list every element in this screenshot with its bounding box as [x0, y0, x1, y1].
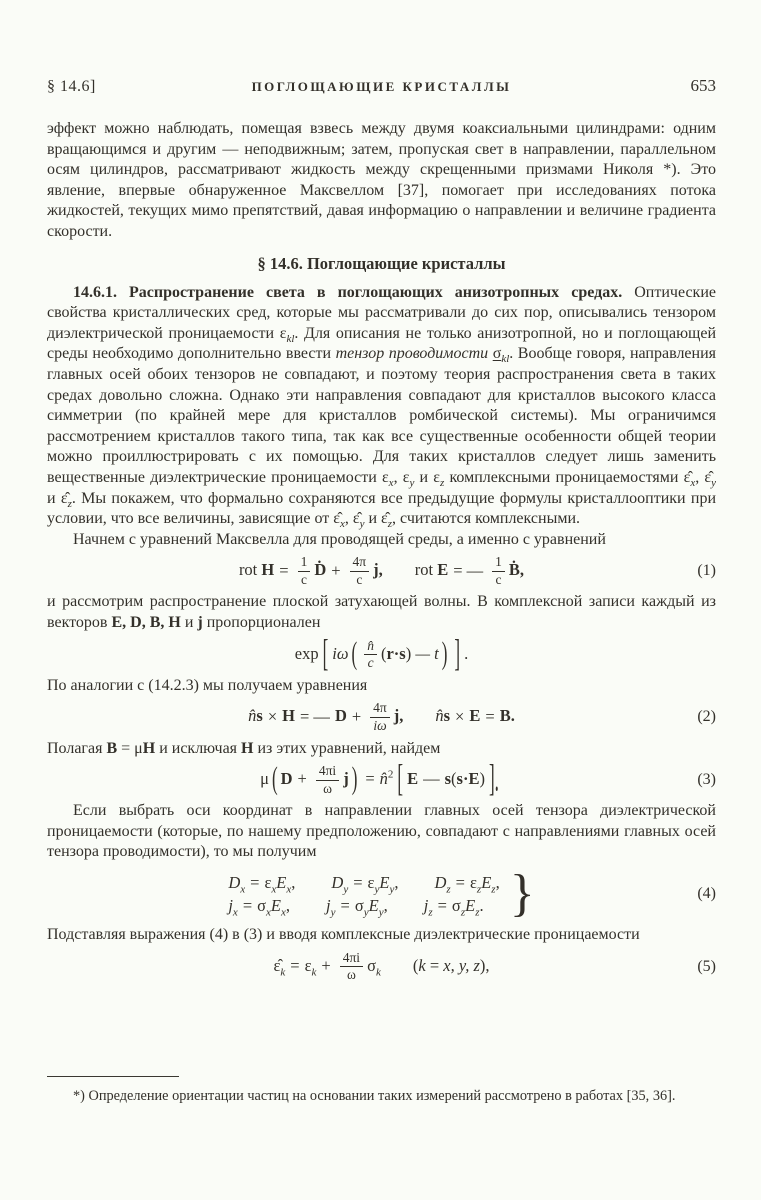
- paragraph-analogy: По аналогии с (14.2.3) мы получаем уравнения: [47, 676, 368, 694]
- paragraph-mu: Полагая B = μH и исключая H из этих уравнений, найдем: [47, 739, 441, 757]
- math-i-omega: iω: [332, 643, 349, 663]
- operator-cross: ×: [267, 706, 278, 726]
- condition: (k = x, y, z),: [412, 955, 490, 975]
- vector-H: H: [241, 739, 254, 757]
- math-eps-hat-x: $\varepsilon̂_x$: [333, 510, 345, 531]
- math-n-hat-squared: n̂$^2$: [379, 768, 394, 789]
- vector-s-dot-E: s·E: [456, 769, 480, 789]
- vector-list: E, D, B, H: [111, 614, 181, 632]
- operator-rot: rot: [238, 560, 262, 580]
- vector-E: E: [407, 769, 419, 789]
- math-eps-hat-x: $\varepsilon̂_x$: [683, 468, 696, 490]
- fraction: $\frac{4\pi}{c}$: [350, 555, 370, 587]
- vector-B: B.: [499, 706, 515, 726]
- math-eps-hat-z: $\varepsilon̂_z$: [60, 489, 72, 510]
- subsection-lead: 14.6.1. Распространение света в поглощающих анизотропных средах.: [73, 283, 623, 301]
- footnote: [47, 1070, 716, 1107]
- math-n-hat: n̂: [435, 706, 444, 726]
- vector-s: s: [443, 706, 451, 726]
- vector-D: D: [280, 769, 293, 789]
- math-mu: μ: [260, 769, 269, 789]
- equation-number: (4): [697, 885, 716, 903]
- paren: ): [479, 769, 485, 789]
- bracket: ]: [454, 631, 461, 675]
- eq4-cell: $j_x = \sigma_xE_x$,: [228, 895, 291, 918]
- paragraph-intro: [47, 119, 716, 243]
- footnote-text: *) Определение ориентации частиц на основании таких измерений рассмотрено в работах [35, 36].: [73, 1088, 676, 1104]
- math-eps-z: $\varepsilon_z$: [433, 468, 445, 490]
- paren: (: [271, 760, 278, 796]
- math-minus-t: — t: [411, 643, 439, 663]
- operator-cross: ×: [455, 706, 465, 726]
- math-eps-hat-z: $\varepsilon̂_z$: [381, 510, 393, 531]
- vector-j: j,: [393, 706, 404, 726]
- vector-r-dot-s: r·s: [386, 643, 406, 663]
- vector-H: H: [142, 739, 156, 757]
- paragraph-intro-text: эффект можно наблюдать, помещая взвесь между двумя коаксиальными цилиндрами: одним вращающимся и другим — неподвижным; затем, пропуская свет в направлении, параллельном осям цилиндров, рассматривают жидкость между скрещенными призмами Николя *). Это явление, впервые обнаруженное Максвеллом [37], помогает при исследованиях потока жидкостей, текущих мимо препятствий, давая информацию о направлении и величине градиента скорости.: [47, 120, 716, 240]
- eq4-cell: $D_y = \varepsilon_yE_y$,: [331, 872, 399, 895]
- paragraph-14-6-1: 14.6.1. Распространение света в поглощающих анизотропных средах. Оптические свойства кристаллических сред, которые мы рассматривали до сих пор, описывались тензором диэлектрической проницаемости $\varepsilon_{kl}$. Для описания не только анизотропной, но и поглощающей среды необходимо дополнительно ввести тензор проводимости $\sigma_{kl}$. Вообще говоря, направления главных осей обоих тензоров не совпадают, и поэтому теория распространения света в таких средах довольно сложна. Однако эти направления совпадают для кристаллов высокого класса симметрии (по крайней мере для кристаллов ромбической системы). Мы ограничимся рассмотрением кристаллов такого типа, так как все существенные особенности общей теории можно проиллюстрировать с их помощью. Для таких кристаллов следует лишь заменить вещественные диэлектрические проницаемости $\varepsilon_x$, $\varepsilon_y$ и $\varepsilon_z$ комплексными проницаемостями $\varepsilon̂_x$, $\varepsilon̂_y$ и $\varepsilon̂_z$. Мы покажем, что формально сохраняются все предыдущие формулы кристаллооптики при условии, что все величины, зависящие от $\varepsilon̂_x$, $\varepsilon̂_y$ и $\varepsilon̂_z$, считаются комплексными.: [47, 283, 717, 531]
- vector-B-dot: Ḃ,: [508, 560, 525, 580]
- paragraph-plane-wave: и рассмотрим распространение плоской затухающей волны. В комплексной записи каждый из векторов E, D, B, H и j пропорционален: [47, 593, 716, 632]
- equation-number: (5): [697, 957, 716, 975]
- paren: ): [405, 643, 412, 663]
- equation-4-row-D: [228, 873, 499, 893]
- paragraph-axes: Если выбрать оси координат в направлении главных осей тензора диэлектрической проницаемости (которые, по нашему предположению, совпадают с направлениями главных осей тензора проводимости), то мы получим: [47, 802, 716, 861]
- math-eps-hat-y: $\varepsilon̂_y$: [704, 468, 717, 490]
- paragraph-substitution: Подставляя выражения (4) в (3) и вводя комплексные диэлектрические проницаемости: [47, 926, 640, 944]
- vector-j: j: [343, 769, 349, 789]
- math-sigma-kl: $\sigma_{kl}$: [492, 345, 510, 366]
- fraction: $\frac{4\pi}{i\omega}$: [370, 701, 390, 733]
- running-head: [47, 76, 716, 96]
- equation-3: μ ( D + $\frac{4\pi i}{\omega}$ j ) = n̂$^2$ [ E — s(s·E) ]. (3): [47, 764, 716, 796]
- equation-number: (3): [697, 771, 716, 789]
- footnote-separator: [47, 1076, 179, 1077]
- fraction: $\frac{4\pi i}{\omega}$: [340, 951, 363, 983]
- equation-4: [47, 865, 716, 923]
- fraction: $\frac{4\pi i}{\omega}$: [316, 764, 339, 796]
- section-heading: § 14.6. Поглощающие кристаллы: [257, 253, 506, 273]
- vector-D-dot: Ḋ: [314, 560, 327, 580]
- equation-4-row-j: [228, 896, 499, 916]
- math-eps-x: $\varepsilon_x$: [381, 468, 394, 490]
- vector-D: D: [334, 706, 347, 726]
- math-n-hat: n̂: [248, 706, 257, 726]
- paragraph-maxwell: Начнем с уравнений Максвелла для проводящей среды, а именно с уравнений: [73, 530, 606, 548]
- equation-1: rot H = $\frac{1}{c}$ Ḋ + $\frac{4\pi}{c}$ j, rot E = — $\frac{1}{c}$ Ḃ, (1): [238, 554, 716, 587]
- vector-H: H: [282, 706, 295, 726]
- fraction: $\frac{n̂}{c}$: [364, 639, 377, 671]
- vector-B: B: [106, 739, 118, 757]
- vector-E: E: [469, 706, 481, 726]
- section-label: § 14.6]: [47, 78, 96, 95]
- term-conductivity-tensor: тензор проводимости: [335, 345, 493, 363]
- math-eps-y: $\varepsilon_y$: [402, 468, 415, 490]
- eq4-cell: $j_y = \sigma_yE_y$,: [326, 895, 388, 918]
- operator-rot: rot: [414, 560, 438, 580]
- vector-j: j,: [373, 560, 383, 580]
- math-eps-k: $\varepsilon_k$: [304, 955, 317, 979]
- bracket: ].: [488, 756, 499, 800]
- fraction: $\frac{1}{c}$: [492, 555, 505, 587]
- math-eps-kl: $\varepsilon_{kl}$: [279, 324, 295, 345]
- math-sigma-k: $\sigma_k$: [367, 955, 381, 979]
- paren: (: [380, 643, 387, 663]
- vector-s: s: [444, 769, 452, 789]
- vector-E: E: [437, 560, 449, 580]
- fraction: $\frac{1}{c}$: [298, 555, 311, 587]
- bracket: [: [397, 756, 404, 800]
- equation-5: $\varepsilon̂_k = \varepsilon_k$ + $\frac{4\pi i}{\omega}$ $\sigma_k$ (k = x, y, z), (5): [273, 949, 716, 983]
- equation-number: (1): [697, 562, 716, 580]
- paren: (: [351, 635, 358, 671]
- footnote-marker: *): [73, 1088, 85, 1104]
- equation-exp: exp [ iω ( $\frac{n̂}{c}$ (r·s) — t ) ] .: [47, 639, 716, 671]
- math-eps-hat-k: $\varepsilon̂_k$: [273, 955, 286, 979]
- equation-number: (2): [697, 708, 716, 726]
- running-title: ПОГЛОЩАЮЩИЕ КРИСТАЛЛЫ: [251, 79, 512, 94]
- subscript: kl: [286, 332, 295, 345]
- subscript: kl: [501, 353, 510, 366]
- system-brace: }: [509, 865, 535, 923]
- paren: ): [441, 635, 448, 671]
- paren: (: [451, 769, 457, 789]
- eq4-cell: $D_z = \varepsilon_zE_z$,: [434, 872, 500, 895]
- vector-s: s: [256, 706, 263, 726]
- vector-H: H: [261, 560, 275, 580]
- page-number: 653: [690, 76, 716, 95]
- vector-j: j: [197, 614, 203, 632]
- equation-2: n̂s × H = — D + $\frac{4\pi}{i\omega}$ j, n̂s × E = B. (2): [248, 700, 716, 733]
- math-eps-hat-y: $\varepsilon̂_y$: [352, 510, 365, 531]
- eq4-cell: $D_x = \varepsilon_xE_x$,: [228, 872, 296, 895]
- paren: ): [351, 760, 358, 796]
- eq4-cell: $j_z = \sigma_zE_z$.: [423, 895, 484, 918]
- operator-exp: exp: [294, 643, 319, 663]
- bracket: [: [322, 631, 329, 675]
